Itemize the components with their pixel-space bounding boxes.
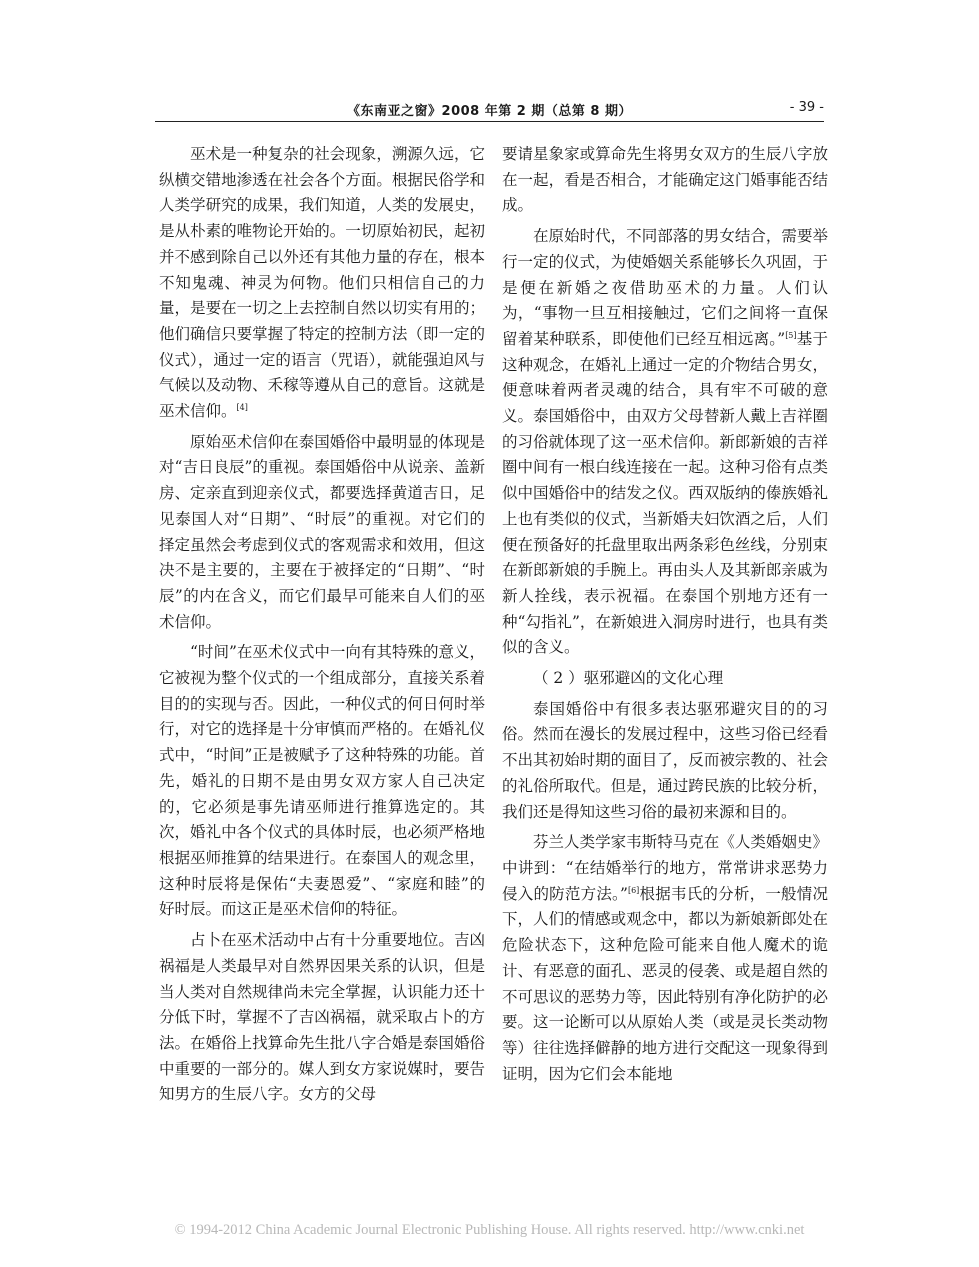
journal-title: 《东南亚之窗》2008 年第 2 期（总第 8 期）: [347, 104, 632, 119]
paragraph-ward-off-evil: 泰国婚俗中有很多表达驱邪避灾目的的习俗。然而在漫长的发展过程中，这些习俗已经看不出其初始时期的面目了，反而被宗教的、社会的礼俗所取代。但是，通过跨民族的比较分析，我们还是得知这些习俗的最初来源和目的。: [502, 699, 828, 821]
citation-ref: [6]: [627, 885, 640, 895]
right-column: [502, 142, 828, 1092]
page-number: - 39 -: [789, 100, 824, 115]
header-rule: [155, 121, 824, 122]
paragraph-auspicious-days: 原始巫术信仰在泰国婚俗中最明显的体现是对“吉日良辰”的重视。泰国婚俗中从说亲、盖新房、定亲直到迎亲仪式，都要选择黄道吉日，足见泰国人对“日期”、“时辰”的重视。对它们的择定虽然会考虑到仪式的客观需求和效用，但这决不是主要的，主要在于被择定的“日期”、“时辰”的内在含义，而它们最早可能来自人们的巫术信仰。: [159, 432, 485, 631]
page-header: [155, 100, 824, 120]
paragraph-primitive-rituals: 在原始时代，不同部落的男女结合，需要举行一定的仪式，为使婚姻关系能够长久巩固，于是便在新婚之夜借助巫术的力量。人们认为，“事物一旦互相接触过，它们之间将一直保留着某种联系，即使他们已经互相远离。”[5]基于这种观念，在婚礼上通过一定的介物结合男女，便意味着两者灵魂的结合，具有牢不可破的意义。泰国婚俗中，由双方父母替新人戴上吉祥圈的习俗就体现了这一巫术信仰。新郎新娘的吉祥圈中间有一根白线连接在一起。这种习俗有点类似中国婚俗中的结发之仪。西双版纳的傣族婚礼上也有类似的仪式，当新婚夫妇饮酒之后，人们便在预备好的托盘里取出两条彩色丝线，分别束在新郎新娘的手腕上。再由头人及其新郎亲戚为新人拴线，表示祝福。在泰国个别地方还有一种“勾指礼”，在新娘进入洞房时进行，也具有类似的含义。: [502, 227, 828, 657]
paragraph-divination: 占卜在巫术活动中占有十分重要地位。吉凶祸福是人类最早对自然界因果关系的认识，但是当人类对自然规律尚未完全掌握，认识能力还十分低下时，掌握不了吉凶祸福，就采取占卜的方法。在婚俗上找算命先生批八字合婚是泰国婚俗中重要的一部分的。媒人到女方家说媒时，要告知男方的生辰八字。女方的父母: [159, 931, 485, 1104]
paragraph-westermarck: 芬兰人类学家韦斯特马克在《人类婚姻史》中讲到：“在结婚举行的地方，常常讲求恶势力侵入的防范方法。”[6]根据韦氏的分析，一般情况下，人们的情感或观念中，都以为新娘新郎处在危险状态下，这种危险可能来自他人魔术的诡计、有恶意的面孔、恶灵的侵袭、或是超自然的不可思议的恶势力等，因此特别有净化防护的必要。这一论断可以从原始人类（或是灵长类动物等）往往选择僻静的地方进行交配这一现象得到证明，因为它们会本能地: [502, 833, 828, 1083]
citation-ref: [4]: [236, 402, 248, 412]
section-subheading: （ 2 ）驱邪避凶的文化心理: [533, 669, 724, 688]
paragraph-witchcraft-intro: 巫术是一种复杂的社会现象，溯源久远，它纵横交错地渗透在社会各个方面。根据民俗学和人类学研究的成果，我们知道，人类的发展史，是从朴素的唯物论开始的。一切原始初民，起初并不感到除自己以外还有其他力量的存在，根本不知鬼魂、神灵为何物。他们只相信自己的力量，是要在一切之上去控制自然以切实有用的；他们确信只要掌握了特定的控制方法（即一定的仪式），通过一定的语言（咒语），就能强迫风与气候以及动物、禾稼等遵从自己的意旨。这就是巫术信仰。[4]: [159, 145, 485, 421]
left-column: [159, 142, 485, 1113]
copyright-footer: © 1994-2012 China Academic Journal Electronic Publishing House. All rights reserved. http://www.cnki.net: [174, 1222, 805, 1238]
paragraph-time-significance: “时间”在巫术仪式中一向有其特殊的意义，它被视为整个仪式的一个组成部分，直接关系着目的的实现与否。因此，一种仪式的何日何时举行，对它的选择是十分审慎而严格的。在婚礼仪式中，“时间”正是被赋予了这种特殊的功能。首先，婚礼的日期不是由男女双方家人自己决定的，它必须是事先请巫师进行推算选定的。其次，婚礼中各个仪式的具体时辰，也必须严格地根据巫师推算的结果进行。在泰国人的观念里，这种时辰将是保佑“夫妻恩爱”、“家庭和睦”的好时辰。而这正是巫术信仰的特征。: [159, 643, 485, 919]
citation-ref: [5]: [785, 330, 797, 340]
paragraph-continuation: 要请星象家或算命先生将男女双方的生辰八字放在一起，看是否相合，才能确定这门婚事能否结成。: [502, 145, 828, 215]
